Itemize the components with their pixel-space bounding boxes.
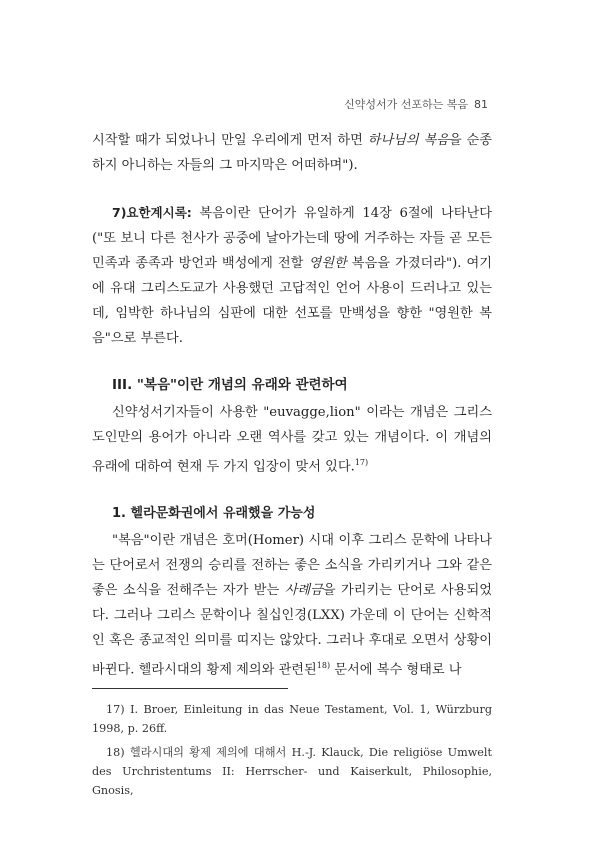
footnotes	[92, 700, 492, 805]
section-heading: III. "복음"이란 개념의 유래와 관련하여	[112, 377, 348, 393]
footnote-18: 18) 헬라시대의 황제 제의에 대해서 H.-J. Klauck, Die religiöse Umwelt des Urchristentums II: Herrscher- und Kaiserkult, Philosophie, Gnosis,	[92, 746, 492, 797]
emphasis-eternal: 영원한	[308, 256, 347, 271]
footnote-17: 17) I. Broer, Einleitung in das Neue Testament, Vol. 1, Würzburg 1998, p. 26ff.	[92, 703, 492, 735]
subsection-heading: 1. 헬라문화권에서 유래했을 가능성	[112, 506, 316, 522]
running-header	[344, 96, 488, 112]
footnote-ref-18[interactable]: 18)	[316, 661, 331, 671]
footnote-ref-17[interactable]: 17)	[354, 458, 369, 467]
footnote-divider	[92, 688, 288, 689]
emphasis-reward: 사례금	[284, 583, 323, 599]
running-title: 신약성서가 선포하는 복음	[344, 98, 468, 111]
subsection-paragraph: "복음"이란 개념은 호머(Homer) 시대 이후 그리스 문학에 나타나는 단어로서 전쟁의 승리를 전하는 좋은 소식을 가리키거나 그와 같은 좋은 소식을 전해주는 자가 받는 사례금을 가리키는 단어로 사용되었다. 그러나 그리스 문학이나 칠십인경(LXX) 가운데 이 단어는 신학적인 혹은 종교적인 의미를 띠지는 않았다. 그러나 후대로 오면서 상황이 바뀐다. 헬라시대의 황제 제의와 관련된$^{18)}$ 문서에 복수 형태로 나	[92, 533, 492, 678]
paragraph-revelation: 7)요한계시록: 복음이란 단어가 유일하게 14장 6절에 나타난다("또 보니 다른 천사가 공중에 날아가는데 땅에 거주하는 자들 곧 모든 민족과 종족과 방언과 백성에게 전할 영원한 복음을 가졌더라"). 여기에 유대 그리스도교가 사용했던 고답적인 언어 사용이 드러나고 있는데, 임박한 하나님의 심판에 대한 선포를 만백성을 향한 "영원한 복음"으로 부른다.	[92, 205, 492, 346]
main-text	[92, 128, 492, 683]
page-number: 81	[474, 98, 488, 111]
paragraph-continuation: 시작할 때가 되었나니 만일 우리에게 먼저 하면 하나님의 복음을 순종하지 아니하는 자들의 그 마지막은 어떠하며").	[92, 133, 492, 173]
section-paragraph: 신약성서기자들이 사용한 "euvagge,lion" 이라는 개념은 그리스도인만의 용어가 아니라 오랜 역사를 갖고 있는 개념이다. 이 개념의 유래에 대하여 현재 두 가지 입장이 맞서 있다.$^{17)}$	[92, 405, 492, 475]
emphasis-gospel-of-god: 하나님의 복음	[367, 133, 449, 148]
revelation-label: 7)요한계시록:	[112, 205, 192, 220]
